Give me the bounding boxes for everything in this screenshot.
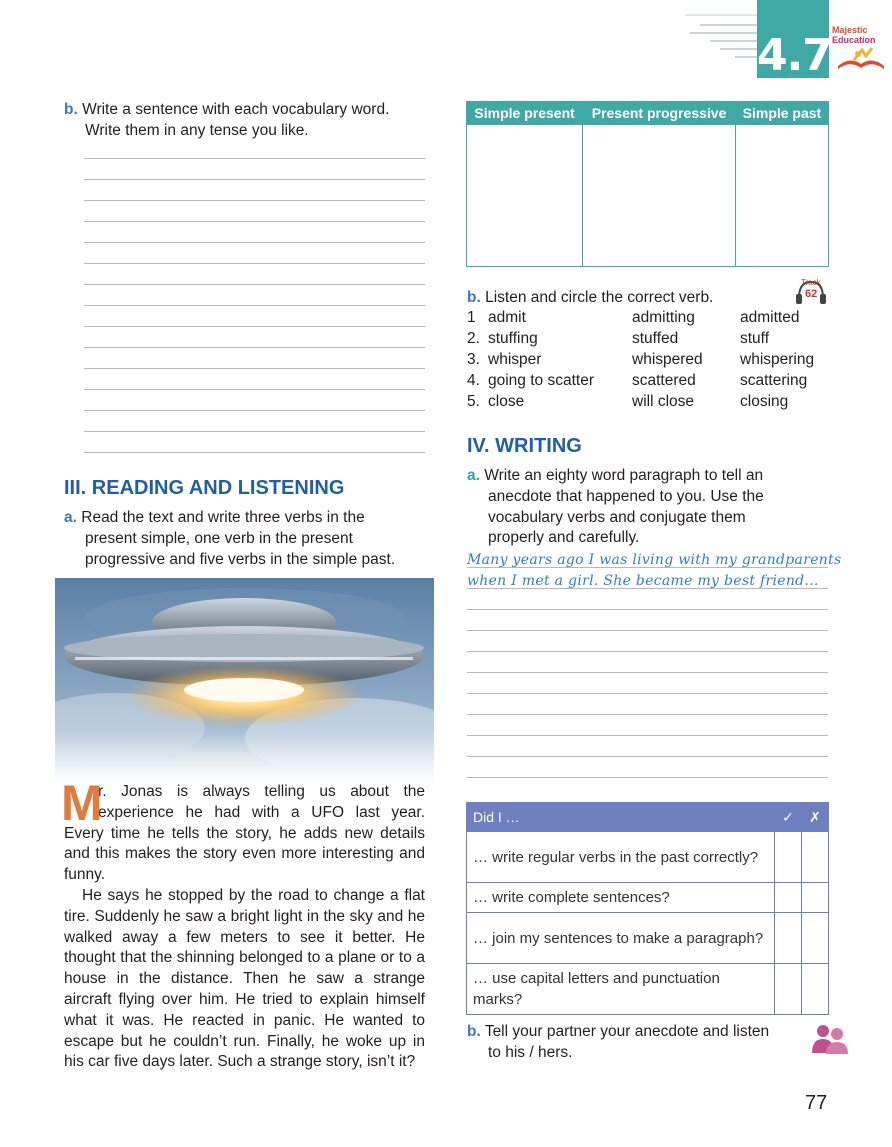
option-c[interactable]: scattering — [740, 372, 808, 389]
task-a-line3: progressive and five verbs in the simple past. — [85, 550, 396, 568]
option-b[interactable]: stuffed — [632, 330, 679, 347]
cell-simple-present[interactable] — [467, 125, 583, 267]
ufo-image — [55, 578, 434, 785]
cell-simple-past[interactable] — [735, 125, 828, 267]
option-a[interactable]: admit — [488, 309, 526, 326]
section-4-title: IV. WRITING — [467, 435, 582, 457]
cross-box[interactable] — [802, 832, 829, 883]
option-row — [467, 371, 837, 392]
logo-line2: Education — [832, 35, 876, 45]
partner-line2: to his / hers. — [488, 1043, 573, 1061]
tense-table — [466, 101, 829, 267]
task-a-line2: present simple, one verb in the present — [85, 529, 353, 547]
story-para1-line2: experience he had with a UFO last year. — [98, 803, 425, 821]
logo-line1: Majestic — [832, 25, 868, 35]
option-a[interactable]: going to scatter — [488, 372, 594, 389]
task-letter: b. — [64, 101, 78, 118]
cross-box[interactable] — [802, 964, 829, 1015]
writing-line2: anecdote that happened to you. Use the — [488, 487, 764, 505]
writing-line1: Write an eighty word paragraph to tell an — [484, 467, 764, 484]
listen-instruction — [467, 288, 713, 309]
option-row — [467, 350, 837, 371]
story-para1-line1: r. Jonas is always telling us about the — [98, 783, 425, 800]
track-number: 62 — [805, 288, 818, 300]
story-para1-rest: Every time he tells the story, he adds new details and this makes the story even more interesting and funny. — [64, 824, 425, 884]
option-number: 5. — [467, 393, 480, 410]
option-c[interactable]: admitted — [740, 309, 800, 326]
task-a-reading — [64, 508, 436, 570]
col-simple-past: Simple past — [735, 102, 828, 125]
listen-options — [467, 308, 837, 413]
option-row — [467, 308, 837, 329]
task-b-partner — [467, 1022, 812, 1064]
writing-line4: properly and carefully. — [488, 529, 640, 547]
partner-line1: Tell your partner your anecdote and listen — [484, 1023, 770, 1040]
check-box[interactable] — [775, 883, 802, 913]
task-letter: a. — [467, 467, 480, 484]
task-letter: b. — [467, 289, 481, 306]
task-letter: a. — [64, 509, 77, 526]
option-row — [467, 392, 837, 413]
cross-box[interactable] — [802, 913, 829, 964]
option-b[interactable]: will close — [632, 393, 695, 410]
pair-work-icon — [810, 1022, 848, 1054]
writing-line3: vocabulary verbs and conjugate them — [488, 508, 746, 526]
self-check-table — [466, 802, 829, 1015]
option-b[interactable]: admitting — [632, 309, 695, 326]
checklist-item: … join my sentences to make a paragraph? — [467, 913, 775, 964]
option-number: 3. — [467, 351, 480, 368]
check-box[interactable] — [775, 832, 802, 883]
check-box[interactable] — [775, 913, 802, 964]
task-a-writing — [467, 466, 837, 549]
checklist-header: Did I … — [467, 803, 775, 832]
cross-mark-header: ✗ — [802, 803, 829, 832]
cross-box[interactable] — [802, 883, 829, 913]
option-a[interactable]: whisper — [488, 351, 542, 368]
option-b[interactable]: scattered — [632, 372, 696, 389]
option-number: 4. — [467, 372, 480, 389]
logo-book-icon — [836, 44, 886, 72]
task-b-line2: Write them in any tense you like. — [85, 121, 309, 139]
audio-track-icon[interactable] — [794, 276, 828, 306]
unit-number: 4.7 — [757, 30, 832, 81]
checklist-item: … write complete sentences? — [467, 883, 775, 913]
section-3-title: III. READING AND LISTENING — [64, 477, 345, 499]
col-simple-present: Simple present — [467, 102, 583, 125]
option-c[interactable]: closing — [740, 393, 789, 410]
option-number: 2. — [467, 330, 480, 347]
cell-present-progressive[interactable] — [583, 125, 736, 267]
task-letter: b. — [467, 1023, 481, 1040]
handwriting-line1: Many years ago I was living with my grandparents — [467, 552, 842, 568]
task-a-line1: Read the text and write three verbs in the — [81, 509, 365, 526]
task-b-vocabulary — [64, 100, 434, 142]
option-a[interactable]: close — [488, 393, 525, 410]
drop-cap: M — [61, 775, 103, 831]
option-a[interactable]: stuffing — [488, 330, 538, 347]
task-b-line1: Write a sentence with each vocabulary word. — [82, 101, 390, 118]
story-para2: He says he stopped by the road to change a flat tire. Suddenly he saw a bright light in the sky and he walked away a few meters to see it better. He thought that the shinning belonged to a plane or to a house in the distance. Then he saw a strange aircraft flying over him. He tried to explain himself what it was. He reacted in panic. He wanted to escape but he couldn’t run. Finally, he woke up in his car five days later. Such a strange story, isn’t it? — [64, 886, 425, 1071]
option-number: 1 — [467, 309, 476, 326]
publisher-logo — [832, 25, 876, 45]
checklist-item: … use capital letters and punctuation marks? — [467, 964, 775, 1015]
check-box[interactable] — [775, 964, 802, 1015]
page-number: 77 — [805, 1092, 828, 1114]
listen-text: Listen and circle the correct verb. — [485, 289, 714, 306]
option-c[interactable]: whispering — [740, 351, 815, 368]
check-mark-header: ✓ — [775, 803, 802, 832]
handwriting-line2: when I met a girl. She became my best friend... — [467, 573, 819, 589]
option-c[interactable]: stuff — [740, 330, 770, 347]
checklist-item: … write regular verbs in the past correctly? — [467, 832, 775, 883]
option-b[interactable]: whispered — [632, 351, 703, 368]
col-present-progressive: Present progressive — [583, 102, 736, 125]
track-label: Track — [801, 278, 821, 287]
option-row — [467, 329, 837, 350]
story-text — [61, 775, 425, 1073]
